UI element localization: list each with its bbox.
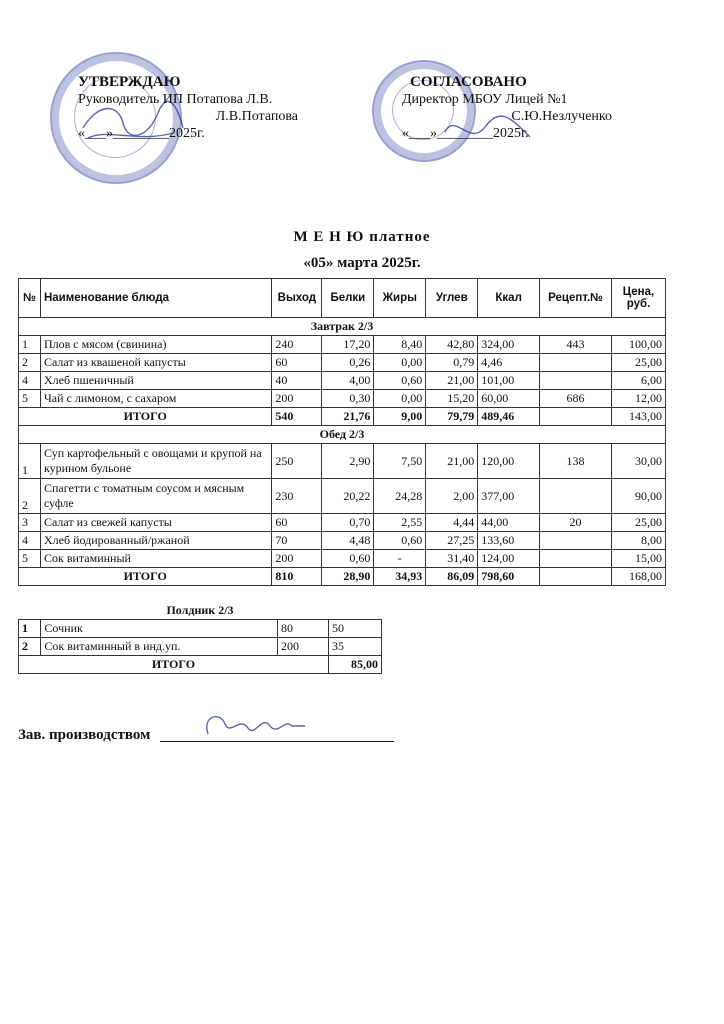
cell: 0,00 (374, 354, 426, 372)
cell: Сок витаминный в инд.уп. (41, 638, 278, 656)
cell: 4,46 (478, 354, 540, 372)
cell: 8,00 (612, 532, 666, 550)
snack-table (18, 619, 382, 674)
cell: 8,40 (374, 336, 426, 354)
lunch-total-row (19, 568, 666, 586)
cell: Салат из свежей капусты (40, 514, 271, 532)
cell: 6,00 (612, 372, 666, 390)
cell: 2 (19, 638, 41, 656)
cell: 44,00 (478, 514, 540, 532)
cell: 12,00 (612, 390, 666, 408)
cell (540, 550, 612, 568)
cell: 124,00 (478, 550, 540, 568)
cell: Суп картофельный с овощами и крупой на курином бульоне (40, 444, 271, 479)
signature-manager (200, 706, 310, 746)
cell: 200 (277, 638, 328, 656)
cell (540, 532, 612, 550)
cell: 230 (272, 479, 322, 514)
cell: 42,80 (426, 336, 478, 354)
menu-date: «05» марта 2025г. (303, 255, 421, 271)
cell: 0,79 (426, 354, 478, 372)
menu-table (18, 278, 666, 586)
cell: 0,60 (322, 550, 374, 568)
col-protein: Белки (322, 279, 374, 318)
col-yield: Выход (272, 279, 322, 318)
cell: 4 (19, 532, 41, 550)
col-carbs: Углев (426, 279, 478, 318)
cell: 5 (19, 550, 41, 568)
cell: 21,76 (322, 408, 374, 426)
cell: 1 (19, 336, 41, 354)
cell: 443 (540, 336, 612, 354)
page-title: М Е Н Ю платное (293, 229, 431, 245)
cell: 17,20 (322, 336, 374, 354)
cell: 2,90 (322, 444, 374, 479)
cell: 1 (19, 444, 41, 479)
col-number: № (19, 279, 41, 318)
cell: 377,00 (478, 479, 540, 514)
cell (540, 408, 612, 426)
approval-right (402, 74, 612, 142)
cell: 4 (19, 372, 41, 390)
cell (540, 372, 612, 390)
cell: 4,48 (322, 532, 374, 550)
approval-right-heading: СОГЛАСОВАНО (410, 74, 527, 90)
cell: 489,46 (478, 408, 540, 426)
cell: 70 (272, 532, 322, 550)
cell: 15,00 (612, 550, 666, 568)
table-row (19, 354, 666, 372)
cell: 86,09 (426, 568, 478, 586)
cell: 168,00 (612, 568, 666, 586)
cell: 4,00 (322, 372, 374, 390)
cell: 28,90 (322, 568, 374, 586)
section-lunch (19, 426, 666, 444)
cell (540, 568, 612, 586)
section-label: Обед 2/3 (19, 426, 666, 444)
col-kcal: Ккал (478, 279, 540, 318)
cell: 120,00 (478, 444, 540, 479)
cell: 2,00 (426, 479, 478, 514)
approval-left-line2: Л.В.Потапова (215, 109, 298, 124)
cell: Сочник (41, 620, 278, 638)
table-row (19, 514, 666, 532)
cell: 80 (277, 620, 328, 638)
section-label: Завтрак 2/3 (19, 318, 666, 336)
cell: 35 (328, 638, 381, 656)
cell: 133,60 (478, 532, 540, 550)
cell: 60,00 (478, 390, 540, 408)
cell: - (374, 550, 426, 568)
breakfast-total-row (19, 408, 666, 426)
section-snack-label: Полдник 2/3 (166, 603, 234, 617)
cell: 27,25 (426, 532, 478, 550)
cell: ИТОГО (19, 408, 272, 426)
table-row (19, 620, 382, 638)
cell: 0,60 (374, 372, 426, 390)
cell: 200 (272, 390, 322, 408)
table-header-row (19, 279, 666, 318)
table-row (19, 444, 666, 479)
table-row (19, 532, 666, 550)
table-row (19, 479, 666, 514)
production-manager-label: Зав. производством (18, 727, 151, 743)
approval-left-line3: «___»________2025г. (78, 126, 205, 141)
cell: 4,44 (426, 514, 478, 532)
cell: 2 (19, 354, 41, 372)
cell: 810 (272, 568, 322, 586)
approval-right-line3: «___»________2025г. (402, 126, 529, 141)
approval-left (78, 74, 328, 142)
col-recipe: Рецепт.№ (540, 279, 612, 318)
cell: 5 (19, 390, 41, 408)
approval-right-line1: Директор МБОУ Лицей №1 (402, 92, 568, 107)
cell: Хлеб йодированный/ржаной (40, 532, 271, 550)
cell: 0,00 (374, 390, 426, 408)
cell: 79,79 (426, 408, 478, 426)
cell: 250 (272, 444, 322, 479)
cell: 60 (272, 514, 322, 532)
cell: 798,60 (478, 568, 540, 586)
cell: 138 (540, 444, 612, 479)
cell: 20,22 (322, 479, 374, 514)
cell: 2,55 (374, 514, 426, 532)
cell: 240 (272, 336, 322, 354)
table-row (19, 372, 666, 390)
col-fat: Жиры (374, 279, 426, 318)
approval-right-line2: С.Ю.Незлученко (511, 109, 612, 124)
table-row (19, 336, 666, 354)
cell: 34,93 (374, 568, 426, 586)
cell: Хлеб пшеничный (40, 372, 271, 390)
cell: 31,40 (426, 550, 478, 568)
cell: 25,00 (612, 354, 666, 372)
cell: ИТОГО (19, 568, 272, 586)
table-row (19, 638, 382, 656)
cell: 0,70 (322, 514, 374, 532)
cell: 25,00 (612, 514, 666, 532)
cell: 2 (19, 479, 41, 514)
cell: 85,00 (328, 656, 381, 674)
cell: 101,00 (478, 372, 540, 390)
cell: ИТОГО (19, 656, 329, 674)
cell: 7,50 (374, 444, 426, 479)
cell: Спагетти с томатным соусом и мясным суфле (40, 479, 271, 514)
cell: 686 (540, 390, 612, 408)
cell: 540 (272, 408, 322, 426)
cell: 200 (272, 550, 322, 568)
cell: 21,00 (426, 444, 478, 479)
cell: 9,00 (374, 408, 426, 426)
cell: 90,00 (612, 479, 666, 514)
table-row (19, 390, 666, 408)
cell: Сок витаминный (40, 550, 271, 568)
cell: 324,00 (478, 336, 540, 354)
approval-left-heading: УТВЕРЖДАЮ (78, 74, 181, 90)
cell: 15,20 (426, 390, 478, 408)
cell: 21,00 (426, 372, 478, 390)
col-price: Цена, руб. (612, 279, 666, 318)
cell: Салат из квашеной капусты (40, 354, 271, 372)
cell: 50 (328, 620, 381, 638)
cell: 30,00 (612, 444, 666, 479)
cell: 0,26 (322, 354, 374, 372)
cell: 143,00 (612, 408, 666, 426)
cell: 1 (19, 620, 41, 638)
cell: 60 (272, 354, 322, 372)
cell: 24,28 (374, 479, 426, 514)
cell: 100,00 (612, 336, 666, 354)
cell: Плов с мясом (свинина) (40, 336, 271, 354)
section-breakfast (19, 318, 666, 336)
cell: Чай с лимоном, с сахаром (40, 390, 271, 408)
snack-total-row (19, 656, 382, 674)
cell (540, 354, 612, 372)
cell: 0,60 (374, 532, 426, 550)
col-dish-name: Наименование блюда (40, 279, 271, 318)
approval-left-line1: Руководитель ИП Потапова Л.В. (78, 92, 273, 107)
cell: 3 (19, 514, 41, 532)
table-row (19, 550, 666, 568)
cell: 40 (272, 372, 322, 390)
cell (540, 479, 612, 514)
cell: 0,30 (322, 390, 374, 408)
cell: 20 (540, 514, 612, 532)
